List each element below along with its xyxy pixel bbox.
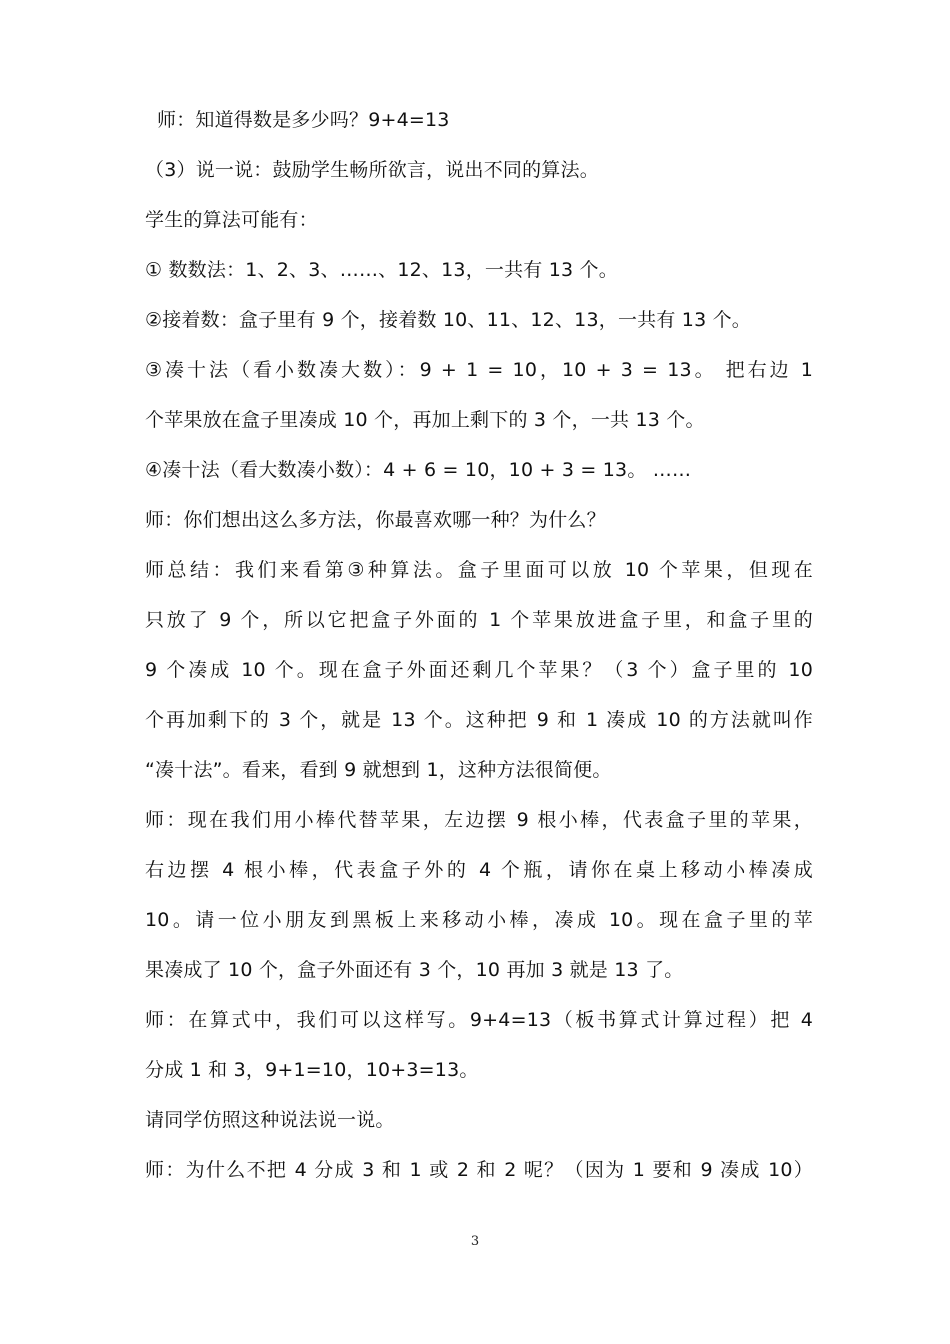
document-body [145,103,813,1203]
text-line: ③凑十法（看小数凑大数）：9 + 1 = 10，10 + 3 = 13。 把右边 1 [145,359,813,381]
text-line: ④凑十法（看大数凑小数）：4 + 6 = 10，10 + 3 = 13。 …… [145,459,692,481]
text-line: “凑十法”。看来，看到 9 就想到 1，这种方法很简便。 [145,759,612,781]
text-line: 果凑成了 10 个，盒子外面还有 3 个，10 再加 3 就是 13 了。 [145,959,684,981]
text-line: 个再加剩下的 3 个，就是 13 个。这种把 9 和 1 凑成 10 的方法就叫作 [145,709,813,731]
text-line: 只放了 9 个，所以它把盒子外面的 1 个苹果放进盒子里，和盒子里的 [145,609,813,631]
text-line: 师：知道得数是多少吗？9+4=13 [157,109,450,131]
text-line: 学生的算法可能有： [145,209,318,231]
text-line: 师：为什么不把 4 分成 3 和 1 或 2 和 2 呢？（因为 1 要和 9 凑成 10） [145,1159,813,1181]
text-line: 请同学仿照这种说法说一说。 [145,1109,395,1131]
text-line: 师：你们想出这么多方法，你最喜欢哪一种？为什么？ [145,509,606,531]
text-line: 10。请一位小朋友到黑板上来移动小棒，凑成 10。现在盒子里的苹 [145,909,813,931]
text-line: ②接着数：盒子里有 9 个，接着数 10、11、12、13，一共有 13 个。 [145,309,752,331]
page-number: 3 [470,1234,480,1249]
text-line: （3）说一说：鼓励学生畅所欲言，说出不同的算法。 [145,159,599,181]
text-line: ① 数数法：1、2、3、……、12、13，一共有 13 个。 [145,259,618,281]
text-line: 右边摆 4 根小棒，代表盒子外的 4 个瓶，请你在桌上移动小棒凑成 [145,859,813,881]
text-line: 个苹果放在盒子里凑成 10 个，再加上剩下的 3 个，一共 13 个。 [145,409,705,431]
text-line: 师：在算式中，我们可以这样写。9+4=13（板书算式计算过程）把 4 [145,1009,813,1031]
text-line: 师总结：我们来看第③种算法。盒子里面可以放 10 个苹果，但现在 [145,559,813,581]
text-line: 分成 1 和 3，9+1=10，10+3=13。 [145,1059,479,1081]
text-line: 师：现在我们用小棒代替苹果，左边摆 9 根小棒，代表盒子里的苹果， [145,809,813,831]
text-line: 9 个凑成 10 个。现在盒子外面还剩几个苹果？（3 个）盒子里的 10 [145,659,813,681]
